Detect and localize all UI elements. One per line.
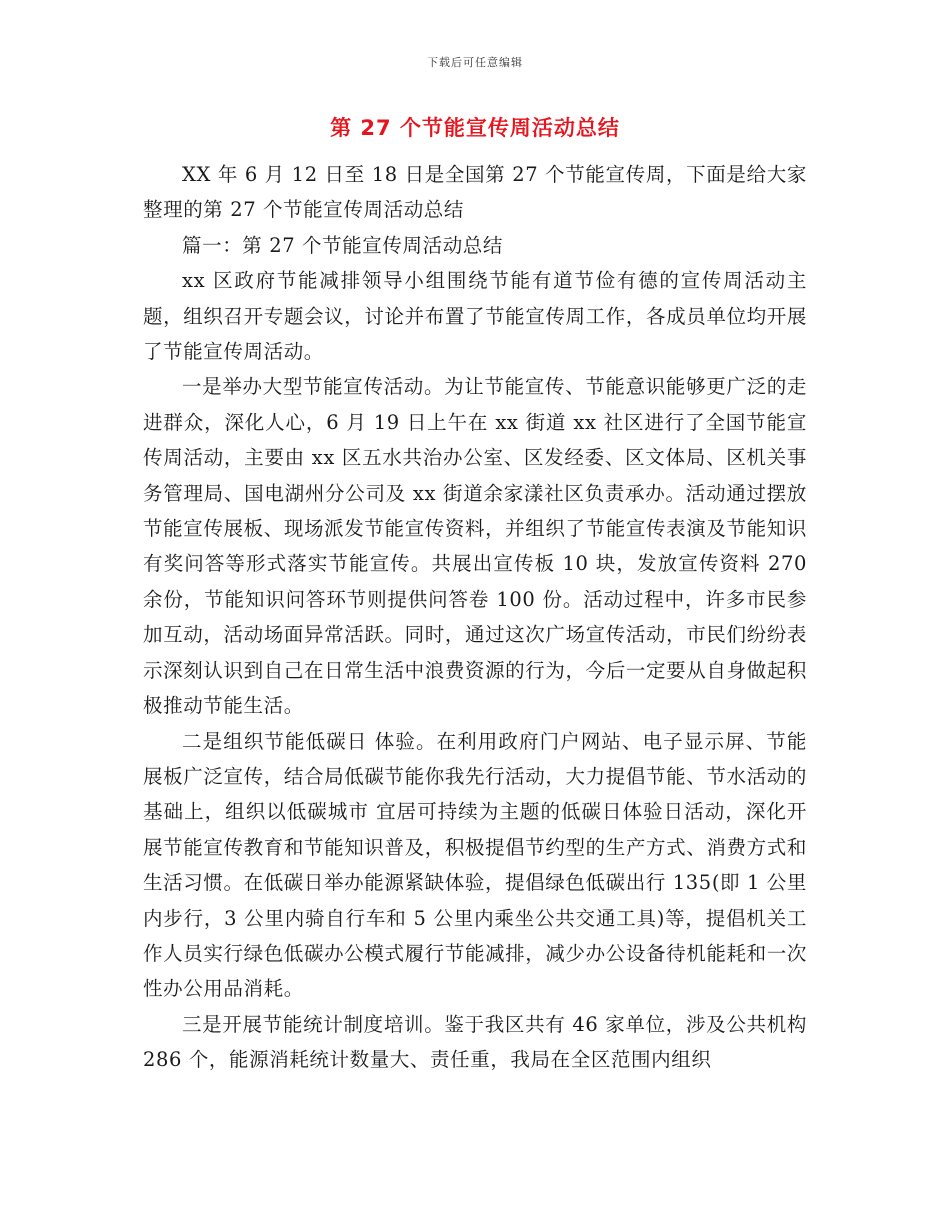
body-paragraph: xx 区政府节能减排领导小组围绕节能有道节俭有德的宣传周活动主题，组织召开专题会议，讨论并布置了节能宣传周工作，各成员单位均开展了节能宣传周活动。 bbox=[143, 269, 807, 364]
body-paragraph: 三是开展节能统计制度培训。鉴于我区共有 46 家单位，涉及公共机构 286 个，能源消耗统计数量大、责任重，我局在全区范围内组织 bbox=[143, 1012, 807, 1072]
document-title: 第 27 个节能宣传周活动总结 bbox=[330, 116, 620, 140]
body-paragraph: 一是举办大型节能宣传活动。为让节能宣传、节能意识能够更广泛的走进群众，深化人心，6 月 19 日上午在 xx 街道 xx 社区进行了全国节能宣传周活动，主要由 xx 区五水共治办公室、区发经委、区文体局、区机关事务管理局、国电湖州分公司及 xx 街道余家漾社区负责承办。活动通过摆放节能宣传展板、现场派发节能宣传资料，并组织了节能宣传表演及节能知识有奖问答等形式落实节能宣传。共展出宣传板 10 块，发放宣传资料 270 余份，节能知识问答环节则提供问答卷 100 份。活动过程中，许多市民参加互动，活动场面异常活跃。同时，通过这次广场宣传活动，市民们纷纷表示深刻认识到自己在日常生活中浪费资源的行为，今后一定要从自身做起积极推动节能生活。 bbox=[143, 375, 807, 718]
section-heading: 篇一：第 27 个节能宣传周活动总结 bbox=[182, 233, 504, 257]
page-header-note: 下载后可任意编辑 bbox=[427, 56, 523, 69]
body-paragraph: 二是组织节能低碳日 体验。在利用政府门户网站、电子显示屏、节能展板广泛宣传，结合局低碳节能你我先行活动，大力提倡节能、节水活动的基础上，组织以低碳城市 宜居可持续为主题的低碳日体验日活动，深化开展节能宣传教育和节能知识普及，积极提倡节约型的生产方式、消费方式和生活习惯。在低碳日举办能源紧缺体验，提倡绿色低碳出行 135(即 1 公里内步行，3 公里内骑自行车和 5 公里内乘坐公共交通工具)等，提倡机关工作人员实行绿色低碳办公模式履行节能减排，减少办公设备待机能耗和一次性办公用品消耗。 bbox=[143, 729, 807, 1001]
document-body bbox=[143, 157, 807, 1078]
intro-paragraph: XX 年 6 月 12 日至 18 日是全国第 27 个节能宣传周，下面是给大家整理的第 27 个节能宣传周活动总结 bbox=[143, 163, 807, 222]
